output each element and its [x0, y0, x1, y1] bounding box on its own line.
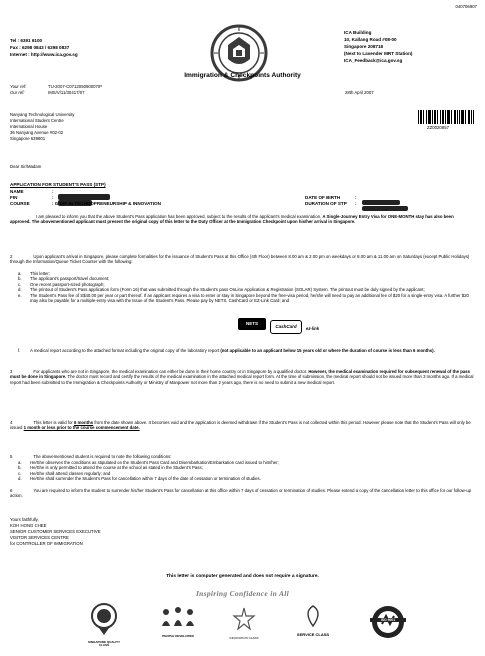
- paragraph-2-item-f: [10, 348, 475, 353]
- recipient-line-4: 36 Nanyang Avenue #02-02: [10, 130, 64, 135]
- letter-date: 28th April 2007: [345, 90, 374, 95]
- list-item: d. The printout of Student's Pass application form (Form 16) that was submitted through the Student's pass OnLine Application & Registration (SOLAR) System. The printout must be duly signed by the applicant;: [18, 287, 425, 293]
- recipient-line-2: International Student Centre: [10, 118, 64, 123]
- fax: Fax : 6298 0843 / 6298 0837: [10, 45, 70, 50]
- paragraph-2: [10, 254, 475, 265]
- nets-logo: NETS: [238, 318, 266, 330]
- signatory-title: SENIOR CUSTOMER SERVICES EXECUTIVE: [10, 529, 101, 534]
- document-reference-number: 040706907: [455, 4, 477, 9]
- course-label: COURSE: [10, 201, 30, 206]
- singapore-quality-class-logo: SINGAPORE QUALITY CLASS: [84, 602, 124, 646]
- our-ref-value: IMS/V/11/30417/07: [48, 90, 85, 95]
- list-item: c. One recent passport-sized photograph;: [18, 281, 105, 287]
- signatory-name: KOH HONG CHEE: [10, 523, 47, 528]
- ezlink-logo: ez-link: [306, 326, 320, 331]
- tagline: Inspiring Confidence in All: [195, 589, 290, 598]
- list-item: d. He/She shall surrender the Student's Pass for cancellation within 7 days of the date of cessation or termination of studies.: [18, 476, 261, 482]
- list-item: a. He/She observes the conditions as stipulated on the Student's Pass Card and Disembarkation/Embarkation card issued to him/her;: [18, 460, 279, 465]
- paragraph-5: 5 The abovementioned student is required to note the following conditions:: [10, 454, 172, 459]
- website: Internet : http://www.ica.gov.sg: [10, 52, 78, 57]
- recipient-line-3: International House: [10, 124, 48, 129]
- paragraph-2-text: Upon applicant's arrival in Singapore, please complete formalities for the issuance of Student's Pass at this Office (4th Floor) between 8.00 am & 2.00 pm on weekdays or 8.00 am & 11.00 am on Saturdays (except Public Holidays) through the Information/Queue Ticket Counter with the following:: [10, 254, 470, 265]
- closing-line-1: Yours faithfully,: [10, 517, 39, 522]
- barcode-number: ZZ0020857: [427, 125, 449, 130]
- list-item: b. He/She is only permitted to attend the course at the school as stated in the Student's Pass;: [18, 465, 203, 471]
- recipient-line-1: Nanyang Technological University: [10, 112, 75, 117]
- paragraph-5-list: [10, 460, 475, 482]
- paragraph-1-text: I am pleased to inform you that the above Student's Pass application has been approved, subject to the results of the applicant's medical examination.: [36, 214, 322, 219]
- address-line-2: 10, Kallang Road #08-00: [344, 37, 397, 42]
- course-value: : G.DIP IN TECHNOPRENEURSHIP & INNOVATION: [52, 201, 161, 206]
- your-ref-value: TU-2007-C071205090007IP: [48, 84, 102, 89]
- paragraph-2-list: [10, 271, 475, 304]
- telephone: Tel : 6391 6100: [10, 38, 43, 43]
- address-line-3: Singapore 208718: [344, 44, 384, 49]
- fin-colon: :: [52, 195, 54, 200]
- your-ref-label: Your ref:: [10, 84, 27, 89]
- barcode: [418, 110, 474, 124]
- list-item: a. This letter;: [18, 271, 51, 276]
- cashcard-logo: CashCard: [270, 320, 302, 334]
- our-ref-label: Our ref:: [10, 90, 25, 95]
- duration-colon: :: [355, 201, 357, 206]
- recipient-line-5: Singapore 639801: [10, 136, 46, 141]
- service-class-logo: SERVICE CLASS: [288, 604, 338, 646]
- authority-title: Immigration & Checkpoints Authority: [184, 72, 301, 79]
- people-developer-logo: PEOPLE DEVELOPER: [156, 604, 200, 644]
- paragraph-4: 4 This letter is valid for 6 months from the date shown above. It becomes void and the application is deemed withdrawn if the Student's Pass is not collected within this period. However please note that the Student's Pass will only be issued 1 month or less prior to the course commencement date.: [10, 420, 471, 431]
- list-item: c. He/She shall attend classes regularly; and: [18, 470, 111, 476]
- footer-note: This letter is computer generated and does not require a signature.: [166, 574, 319, 579]
- address-line-1: ICA Building: [344, 30, 372, 35]
- name-label: NAME: [10, 189, 24, 194]
- signatory-for: for CONTROLLER OF IMMIGRATION: [10, 541, 83, 546]
- salutation: Dear Sir/Madam: [10, 164, 42, 169]
- iso-9001-logo: ISO 9001: [370, 604, 406, 644]
- fin-label: FIN: [10, 195, 18, 200]
- paragraph-6: 6 You are required to inform the student to surrender his/her Student's Pass for cancellation at this office within 7 days of cessation or termination of studies. Please extend a copy of the cancellation letter to this office for our follow-up action.: [10, 488, 471, 499]
- dob-colon: :: [355, 195, 357, 200]
- duration-label: DURATION OF STP: [305, 201, 347, 206]
- innovation-class-logo: INNOVATION CLASS: [222, 606, 266, 646]
- list-item: e. The Student's Pass fee of S$40.00 per year or part thereof. If an applicant requires a visa to enter or stay in Singapore beyond the free-visa period, he/she will need to pay an additional fee of $20 for a single-entry visa. A further $20 may also be payable for a multiple-entry visa with the Issue of the Student's Pass. Please pay by NETS, CashCard or EZ-Link Card; and: [18, 292, 469, 304]
- paragraph-1: [10, 214, 475, 225]
- application-heading: APPLICATION FOR STUDENT'S PASS (STP): [10, 182, 106, 187]
- feedback-email: ICA_Feedback@ica.gov.sg: [344, 58, 403, 63]
- signatory-department: VISITOR SERVICES CENTRE: [10, 535, 69, 540]
- paragraph-1-bold: A Single-Journey Entry Visa for ONE-MONTH stay has also been approved. The abovementioned applicant must present the original copy of this letter to the Duty Officer at the Immigration Checkpoint upon his/her arrival in Singapore.: [10, 214, 454, 225]
- paragraph-2-number: 2: [10, 254, 13, 259]
- dob-label: DATE OF BIRTH: [305, 195, 341, 200]
- name-colon: :: [52, 189, 54, 194]
- paragraph-3: 3 For applicants who are not in Singapore, the medical examination can either be done in their home country or in Singapore by a qualified doctor. However, the medical examination required for subsequent renewal of the pass must be done in Singapore. The doctor must record and certify the results of the medical examination in the attached medical report form. At the time of submission, the medical report should not be issued more than 3 months ago. If a medical report had been submitted to the Immigration & Checkpoints Authority or Ministry of Manpower not more than 2 years ago, there is no need to submit a new medical report.: [10, 369, 474, 385]
- address-line-4: (Next to Lavender MRT Station): [344, 51, 413, 56]
- list-item: f. A medical report according to the attached format including the original copy of the laboratory report (not applicable to an applicant below 15 years old or where the duration of course is less than 6 months).: [18, 348, 435, 353]
- list-item: b. The applicant's passport/travel document;: [18, 276, 110, 282]
